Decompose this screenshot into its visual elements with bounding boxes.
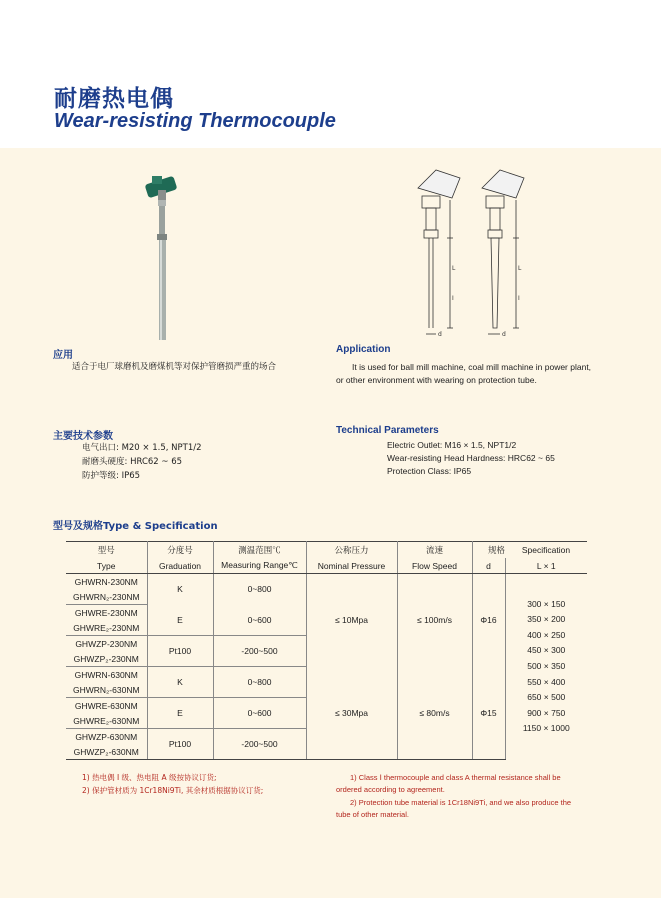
- tech-heading-en: Technical Parameters: [336, 425, 439, 436]
- range-cell: -200~500: [213, 729, 306, 760]
- type-cell: GHWRE-630NM: [66, 698, 147, 714]
- length-item: 500 × 350: [527, 660, 566, 671]
- pressure-cell: ≤ 10Mpa: [306, 574, 397, 667]
- type-cell: GHWRE₂-230NM: [66, 620, 147, 636]
- graduation-cell: Pt100: [147, 729, 213, 760]
- tech-line-en-2: Wear-resisting Head Hardness: HRC62 ~ 65: [387, 453, 555, 463]
- pressure-cell: ≤ 30Mpa: [306, 667, 397, 760]
- header-d: d: [472, 558, 505, 574]
- header-spec-en: Specification: [505, 542, 587, 559]
- svg-text:d: d: [502, 331, 506, 338]
- diameter-cell: Φ16: [472, 574, 505, 667]
- note-en-2b: tube of other material.: [336, 810, 409, 819]
- header-pressure-cn: 公称压力: [306, 542, 397, 559]
- spec-table: [66, 541, 587, 760]
- graduation-cell: K: [147, 667, 213, 698]
- header-range-en: Measuring Range℃: [213, 558, 306, 574]
- header-graduation-cn: 分度号: [147, 542, 213, 559]
- length-item: 400 × 250: [527, 629, 566, 640]
- tech-line-en-1: Electric Outlet: M16 × 1.5, NPT1/2: [387, 440, 517, 450]
- type-cell: GHWZP₂-630NM: [66, 744, 147, 760]
- application-heading-cn: 应用: [53, 350, 73, 361]
- header-spec-cn: 规格: [472, 542, 505, 559]
- graduation-cell: Pt100: [147, 636, 213, 667]
- tech-line-cn-1: 电气出口: M20 × 1.5, NPT1/2: [82, 443, 202, 453]
- range-cell: 0~600: [213, 605, 306, 636]
- header-type-en: Type: [66, 558, 147, 574]
- type-cell: GHWZP-630NM: [66, 729, 147, 745]
- note-en-1a: 1) Class Ⅰ thermocouple and class A thermal resistance shall be: [350, 773, 561, 782]
- type-cell: GHWZP₂-230NM: [66, 651, 147, 667]
- range-cell: 0~800: [213, 667, 306, 698]
- graduation-cell: E: [147, 605, 213, 636]
- length-item: 900 × 750: [527, 707, 566, 718]
- svg-text:d: d: [438, 331, 442, 338]
- type-cell: GHWRN₂-230NM: [66, 589, 147, 605]
- note-cn-1: 1) 热电偶 I 级、热电阻 A 级按协议订货;: [82, 773, 217, 782]
- note-en-1b: ordered according to agreement.: [336, 785, 445, 794]
- length-item: 650 × 500: [527, 692, 566, 703]
- header-graduation-en: Graduation: [147, 558, 213, 574]
- svg-text:I: I: [452, 295, 454, 302]
- range-cell: -200~500: [213, 636, 306, 667]
- length-list: [505, 574, 587, 760]
- page-title-en: Wear-resisting Thermocouple: [54, 110, 336, 132]
- header-flow-cn: 流速: [397, 542, 472, 559]
- tech-line-cn-2: 耐磨头硬度: HRC62 ~ 65: [82, 457, 183, 467]
- range-cell: 0~600: [213, 698, 306, 729]
- length-item: 450 × 300: [527, 645, 566, 656]
- note-cn-2: 2) 保护管材质为 1Cr18Ni9Ti, 其余材质根据协议订货;: [82, 786, 264, 795]
- length-item: 300 × 150: [527, 598, 566, 609]
- type-cell: GHWRN-630NM: [66, 667, 147, 683]
- application-heading-en: Application: [336, 344, 391, 355]
- tech-line-cn-3: 防护等级: IP65: [82, 471, 141, 481]
- type-cell: GHWRN-230NM: [66, 574, 147, 590]
- range-cell: 0~800: [213, 574, 306, 605]
- header-lx1: L × 1: [505, 558, 587, 574]
- header-type-cn: 型号: [66, 542, 147, 559]
- application-text-en-2: or other environment with wearing on protection tube.: [336, 375, 537, 385]
- length-item: 1150 × 1000: [522, 723, 570, 734]
- header-flow-en: Flow Speed: [397, 558, 472, 574]
- note-en-2a: 2) Protection tube material is 1Cr18Ni9Ti, and we also produce the: [350, 798, 572, 807]
- svg-text:I: I: [518, 295, 520, 302]
- header-range-cn: 测温范围℃: [213, 542, 306, 559]
- flow-cell: ≤ 80m/s: [397, 667, 472, 760]
- svg-text:L: L: [452, 265, 456, 272]
- type-cell: GHWZP-230NM: [66, 636, 147, 652]
- type-cell: GHWRN₂-630NM: [66, 682, 147, 698]
- spec-heading: 型号及规格Type & Specification: [53, 521, 218, 532]
- svg-text:L: L: [518, 265, 522, 272]
- tech-heading-cn: 主要技术参数: [53, 431, 113, 442]
- length-item: 550 × 400: [527, 676, 566, 687]
- header-pressure-en: Nominal Pressure: [306, 558, 397, 574]
- application-text-cn: 适合于电厂球磨机及磨煤机等对保护管磨损严重的场合: [72, 362, 277, 372]
- graduation-cell: K: [147, 574, 213, 605]
- length-item: 350 × 200: [527, 614, 566, 625]
- type-cell: GHWRE₂-630NM: [66, 713, 147, 729]
- diameter-cell: Φ15: [472, 667, 505, 760]
- flow-cell: ≤ 100m/s: [397, 574, 472, 667]
- type-cell: GHWRE-230NM: [66, 605, 147, 621]
- application-text-en-1: It is used for ball mill machine, coal mill machine in power plant,: [352, 362, 592, 372]
- graduation-cell: E: [147, 698, 213, 729]
- header: [0, 0, 661, 148]
- thermocouple-photo: [140, 168, 200, 348]
- technical-drawing: [400, 160, 550, 340]
- page-title-cn: 耐磨热电偶: [54, 86, 174, 112]
- tech-line-en-3: Protection Class: IP65: [387, 466, 472, 476]
